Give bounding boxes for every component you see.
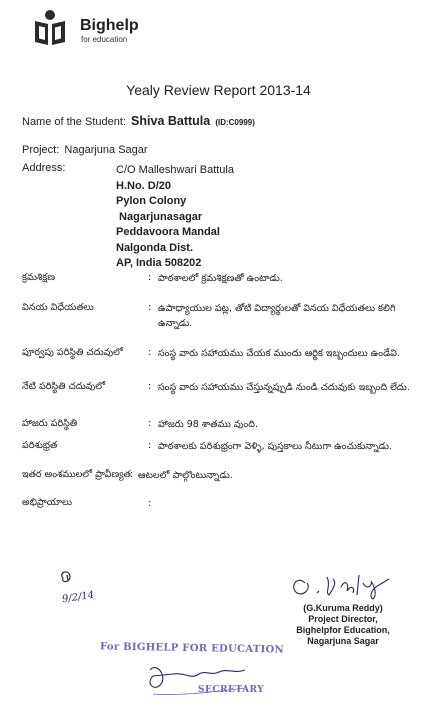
row-label-cleanliness: పరిశుభ్రత xyxy=(22,440,58,451)
row-label-previous-condition: పూర్వపు పరిస్థితి చదువులో xyxy=(22,347,123,358)
row-label-opinions: అభిప్రాయాలు xyxy=(22,497,73,508)
row-value-humility: ఉపాధ్యాయుల పట్ల, తోటి విద్యార్థులతో వినయ విధేయతలు కలిగి ఉన్నాడు. xyxy=(158,303,396,329)
signatory-title: Project Director, xyxy=(308,614,378,624)
signatory-name: (G.Kuruma Reddy) xyxy=(303,603,383,613)
row-value-other-skills: ఆటలలో పాల్గొంటున్నాడు. xyxy=(138,470,233,481)
address-line: H.No. D/20 xyxy=(116,179,172,192)
logo-tagline: for education xyxy=(81,35,128,44)
address-line: AP, India 508202 xyxy=(116,257,202,269)
director-signature-icon xyxy=(287,565,407,601)
student-name: Shiva Battula xyxy=(131,114,211,128)
row-value-attendance: హాజరు 98 శాతము వుంది. xyxy=(158,419,258,430)
report-title: Yealy Review Report 2013-14 xyxy=(126,82,311,98)
student-name-line xyxy=(22,110,255,129)
row-colon: : xyxy=(148,498,152,509)
signatory-org: Bighelpfor Education, xyxy=(296,625,390,635)
row-colon: : xyxy=(148,440,152,451)
row-colon: : xyxy=(148,302,152,313)
logo-name: Bighelp xyxy=(80,17,139,34)
handwritten-date: 9/2/14 xyxy=(61,589,95,606)
address-line: Nagarjunasagar xyxy=(116,210,203,223)
row-value-previous-condition: సంస్థ వారు సహాయము చేయక ముందు ఆర్థిక ఇబ్బందులు ఉండేవి. xyxy=(158,348,400,359)
row-label-humility: వినయ విధేయతలు xyxy=(22,302,94,313)
row-colon: : xyxy=(130,469,134,480)
row-colon: : xyxy=(148,272,152,283)
student-id: (ID:C0999) xyxy=(215,118,255,127)
row-colon: : xyxy=(148,381,152,392)
stamp-secretary-text: SECRETARY xyxy=(198,685,265,695)
row-label-other-skills: ఇతర అంశములలో ప్రావీణ్యత xyxy=(22,469,131,480)
row-label-current-condition: నేటి పరిస్థితి చదువులో xyxy=(22,381,105,392)
student-name-label: Name of the Student: xyxy=(22,116,126,128)
address-line: Nalgonda Dist. xyxy=(116,241,194,254)
project-line xyxy=(22,138,148,157)
row-colon: : xyxy=(148,347,152,358)
row-colon: : xyxy=(148,418,152,429)
signatory-place: Nagarjuna Sagar xyxy=(307,636,379,646)
row-value-cleanliness: పాఠశాలకు పరిశుభ్రంగా వెళ్ళి, పుస్తకాలు నీటుగా ఉంచుకున్నాడు. xyxy=(158,441,392,452)
address-label: Address: xyxy=(22,162,66,174)
row-value-current-condition: సంస్థ వారు సహాయము చేస్తున్నప్పుడి నుండి చదువుకు ఇబ్బంది లేదు. xyxy=(158,382,410,393)
row-label-discipline: క్రమశిక్షణ xyxy=(22,272,56,283)
row-label-attendance: హాజరు పరిస్థితి xyxy=(22,418,78,429)
row-value-discipline: పాఠశాలలో క్రమశిక్షణతో ఉంటాడు. xyxy=(158,273,283,284)
bighelp-logo-icon xyxy=(33,9,67,47)
signatory-block xyxy=(268,603,418,647)
address-line: Peddavoora Mandal xyxy=(116,226,220,238)
project-value: Nagarjuna Sagar xyxy=(64,144,148,156)
address-line: Pylon Colony xyxy=(116,195,187,207)
address-line: C/O Malleshwari Battula xyxy=(116,164,234,176)
address-block xyxy=(116,163,234,272)
project-label: Project: xyxy=(22,144,60,156)
stamp-org-text: For BIGHELP FOR EDUCATION xyxy=(99,641,285,656)
